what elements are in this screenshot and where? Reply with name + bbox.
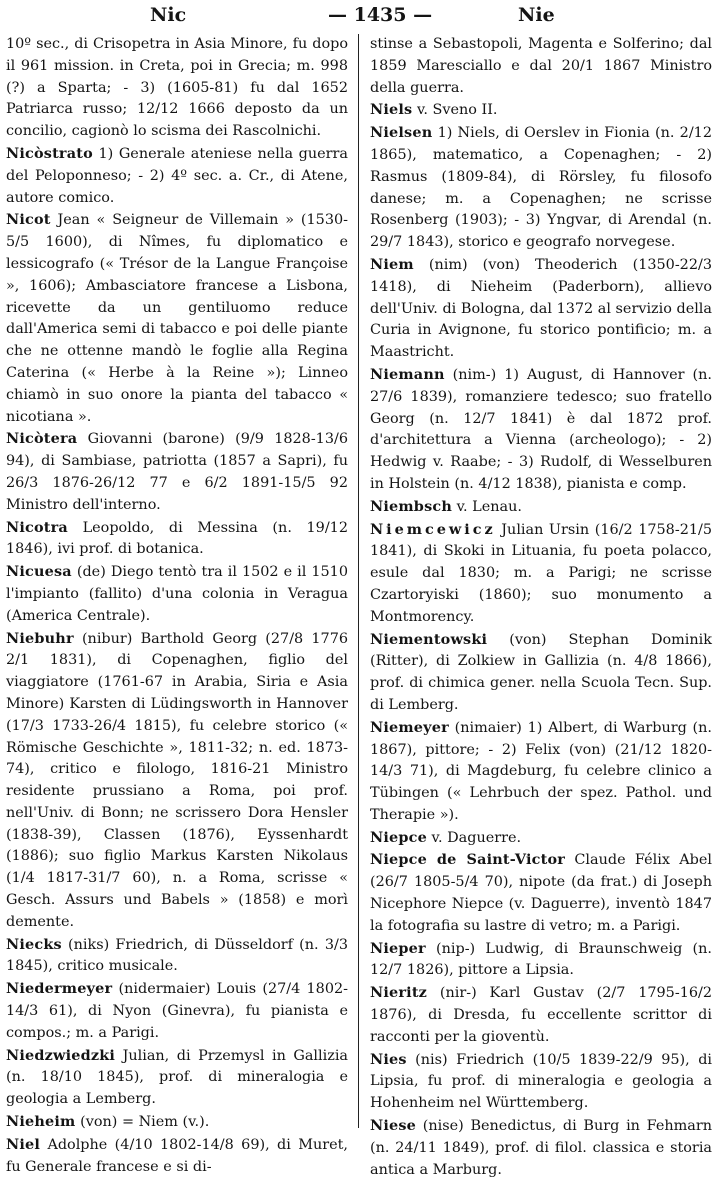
entry-headword: Nicuesa — [6, 563, 72, 581]
entry-headword: Niels — [370, 101, 413, 119]
dictionary-entry — [370, 1049, 712, 1115]
dictionary-entry — [370, 122, 712, 254]
entry-headword: Niem — [370, 255, 414, 273]
left-column — [6, 34, 349, 1175]
dictionary-entry — [6, 1045, 348, 1111]
entry-text: (nim) (von) Theoderich (1350-22/3 1418), di Nieheim (Paderborn), allievo dell'Univ. di Bologna, dal 1372 al servizio della Curia in Avignone, fu storico pontificio; m. a Maastricht. — [370, 256, 713, 361]
running-header — [0, 0, 718, 34]
entry-headword: Niemann — [370, 365, 445, 383]
page-number: — 1435 — — [328, 4, 433, 26]
entry-headword: Niecks — [6, 935, 62, 953]
entry-headword: Nieritz — [370, 984, 428, 1002]
entry-headword: Niel — [6, 1135, 41, 1153]
entry-text: v. Daguerre. — [431, 829, 522, 846]
dictionary-entry — [6, 1111, 348, 1134]
dictionary-entry — [370, 254, 712, 364]
entry-headword: Niedzwiedzki — [6, 1046, 116, 1064]
entry-text: (nir-) Karl Gustav (2/7 1795-16/2 1876), di Dresda, fu eccellente scrittor di racconti per la gioventù. — [370, 985, 713, 1045]
entry-headword: Niedermeyer — [6, 980, 113, 998]
entry-headword: Niebuhr — [6, 629, 74, 647]
entry-text: stinse a Sebastopoli, Magenta e Solferino; dal 1859 Maresciallo e dal 20/1 1867 Ministro della guerra. — [370, 36, 712, 96]
entry-text: (nim-) 1) August, di Hannover (n. 27/6 1839), romanziere tedesco; suo fratello Georg (n. 12/7 1841) è dal 1872 prof. d'architettura a Vienna (archeologo); - 2) Hedwig v. Raabe; - 3) Rudolf, di Wesselburen in Holstein (n. 4/12 1838), pianista e comp. — [370, 366, 712, 492]
dictionary-entry — [370, 982, 712, 1048]
entry-headword: Niementowski — [370, 630, 488, 648]
entry-headword: Nielsen — [370, 124, 433, 142]
entry-headword: Niembsch — [370, 497, 452, 515]
entry-headword: Nieheim — [6, 1113, 76, 1131]
entry-text: Claude Félix Abel (26/7 1805-5/4 70), nipote (da frat.) di Joseph Nicephore Niepce (v. Daguerre), inventò 1847 la fotografia su lastre di vetro; m. a Parigi. — [370, 852, 712, 934]
dictionary-entry — [6, 517, 348, 562]
entry-headword: Niemeyer — [370, 718, 449, 736]
entry-headword: Niemcewicz — [370, 520, 496, 538]
entry-text: v. Sveno II. — [416, 102, 498, 119]
entry-text: (niks) Friedrich, di Düsseldorf (n. 3/3 1845), critico musicale. — [6, 936, 348, 975]
entry-text: 1) Generale ateniese nella guerra del Peloponneso; - 2) 4º sec. a. Cr., di Atene, autore comico. — [6, 145, 348, 206]
entry-headword: Nieper — [370, 939, 426, 957]
dictionary-entry — [6, 143, 348, 209]
entry-headword: Nies — [370, 1050, 407, 1068]
dictionary-entry — [6, 1134, 348, 1179]
dictionary-entry — [370, 34, 712, 99]
entry-headword: Nicòstrato — [6, 144, 93, 162]
dictionary-entry — [6, 978, 348, 1044]
dictionary-entry — [370, 938, 712, 983]
entry-text: (von) Stephan Dominik (Ritter), di Zolkiew in Gallizia (n. 4/8 1866), prof. di chimica gener. nella Scuola Tecn. Sup. di Lemberg. — [370, 631, 713, 713]
entry-text: (nimaier) 1) Albert, di Warburg (n. 1867), pittore; - 2) Felix (von) (21/12 1820-14/3 71), di Magdeburg, fu celebre clinico a Tübingen (« Lehrbuch der spez. Pathol. und Therapie »). — [370, 719, 713, 823]
column-divider — [358, 34, 359, 1128]
entry-text: Giovanni (barone) (9/9 1828-13/6 94), di Sambiase, patriotta (1857 a Sapri), fu 26/3 1876-26/12 77 e 6/2 1891-15/5 92 Ministro dell'interno. — [6, 431, 348, 513]
dictionary-entry — [370, 827, 712, 850]
entry-text: 1) Niels, di Oerslev in Fionia (n. 2/12 1865), matematico, a Copenaghen; - 2) Rasmus (1809-84), di Rörsley, fu filosofo danese; m. a Copenaghen; ne scrisse Rosenberg (1903); - 3) Yngvar, di Arendal (n. 29/7 1843), storico e geografo norvegese. — [370, 125, 712, 251]
dictionary-entry — [6, 34, 348, 143]
entry-text: Julian, di Przemysl in Gallizia (n. 18/10 1845), prof. di mineralogia e geologia a Lemberg. — [6, 1047, 348, 1108]
entry-headword: Nicòtera — [6, 430, 78, 448]
entry-text: (nis) Friedrich (10/5 1839-22/9 95), di Lipsia, fu prof. di mineralogia e geologia a Hohenheim nel Württemberg. — [370, 1051, 713, 1112]
entry-headword: Niese — [370, 1117, 417, 1135]
dictionary-entry — [370, 519, 712, 629]
entry-headword: Nicot — [6, 211, 51, 229]
dictionary-entry — [6, 561, 348, 627]
entry-text: (de) Diego tentò tra il 1502 e il 1510 l'impianto (fallito) d'una colonia in Veragua (America Centrale). — [6, 564, 348, 624]
entry-text: (nibur) Barthold Georg (27/8 1776 2/1 1831), di Copenaghen, figlio del viaggiatore (1761-67 in Arabia, Siria e Asia Minore) Karsten di Lüdingsworth in Hannover (17/3 1733-26/4 1815), fu celebre storico (« Römische Geschichte », 1811-32; n. ed. 1873-74), critico e filologo, 1816-21 Ministro residente prussiano a Roma, poi prof. nell'Univ. di Bonn; ne scrissero Dora Hensler (1838-39), Classen (1876), Eyssenhardt (1886); suo figlio Markus Karsten Nikolaus (1/4 1817-31/7 60), n. a Roma, scrisse « Gesch. Assurs und Babels » (1858) e morì demente. — [6, 630, 349, 930]
dictionary-entry — [6, 628, 348, 934]
dictionary-entry — [370, 717, 712, 827]
dictionary-entry — [370, 99, 712, 122]
right-column — [370, 34, 713, 1178]
dictionary-entry — [370, 849, 712, 937]
dictionary-entry — [370, 1115, 712, 1181]
dictionary-entry — [370, 629, 712, 717]
entry-text: Julian Ursin (16/2 1758-21/5 1841), di Skoki in Lituania, fu poeta polacco, esule dal 1830; m. a Parigi; ne scrisse Czartoryiski (1860); suo monumento a Montmorency. — [370, 521, 713, 625]
entry-headword: Niepce de Saint-Victor — [370, 851, 566, 869]
entry-text: (nise) Benedictus, di Burg in Fehmarn (n. 24/11 1849), prof. di filol. classica e storia antica a Marburg. — [370, 1118, 712, 1178]
entry-text: 10º sec., di Crisopetra in Asia Minore, fu dopo il 961 mission. in Creta, poi in Grecia; m. 998 (?) a Sparta; - 3) (1605-81) fu dal 1652 Patriarca russo; 12/12 1666 deposto da un concilio, cagionò lo scisma dei Rascolnichi. — [6, 36, 348, 140]
entry-text: (nip-) Ludwig, di Braunschweig (n. 12/7 1826), pittore a Lipsia. — [370, 940, 712, 979]
header-left-guide-word: Nic — [150, 4, 187, 26]
dictionary-entry — [6, 934, 348, 979]
entry-text: Adolphe (4/10 1802-14/8 69), di Muret, fu Generale francese e si di- — [6, 1136, 349, 1175]
dictionary-entry — [370, 496, 712, 519]
entry-text: v. Lenau. — [456, 498, 522, 515]
entry-text: Leopoldo, di Messina (n. 19/12 1846), ivi prof. di botanica. — [6, 519, 348, 558]
header-right-guide-word: Nie — [518, 4, 555, 26]
dictionary-entry — [370, 364, 712, 496]
entry-headword: Niepce — [370, 828, 427, 846]
dictionary-entry — [6, 209, 348, 428]
entry-text: (von) = Niem (v.). — [80, 1114, 210, 1131]
dictionary-entry — [6, 428, 348, 516]
entry-text: Jean « Seigneur de Villemain » (1530-5/5 1600), di Nîmes, fu diplomatico e lessicografo (« Trésor de la Langue Françoise », 1606); Ambasciatore francese a Lisbona, ricevette da un gentiluomo reduce dall'America semi di tabacco e poi delle piante che ne ottenne mandò le foglie alla Regina Caterina (« Herbe à la Reine »); Linneo chiamò in suo onore la pianta del tabacco « nicotiana ». — [6, 212, 348, 425]
entry-text: (nidermaier) Louis (27/4 1802-14/3 61), di Nyon (Ginevra), fu pianista e compos.; m. a Parigi. — [6, 981, 349, 1041]
entry-headword: Nicotra — [6, 518, 68, 536]
